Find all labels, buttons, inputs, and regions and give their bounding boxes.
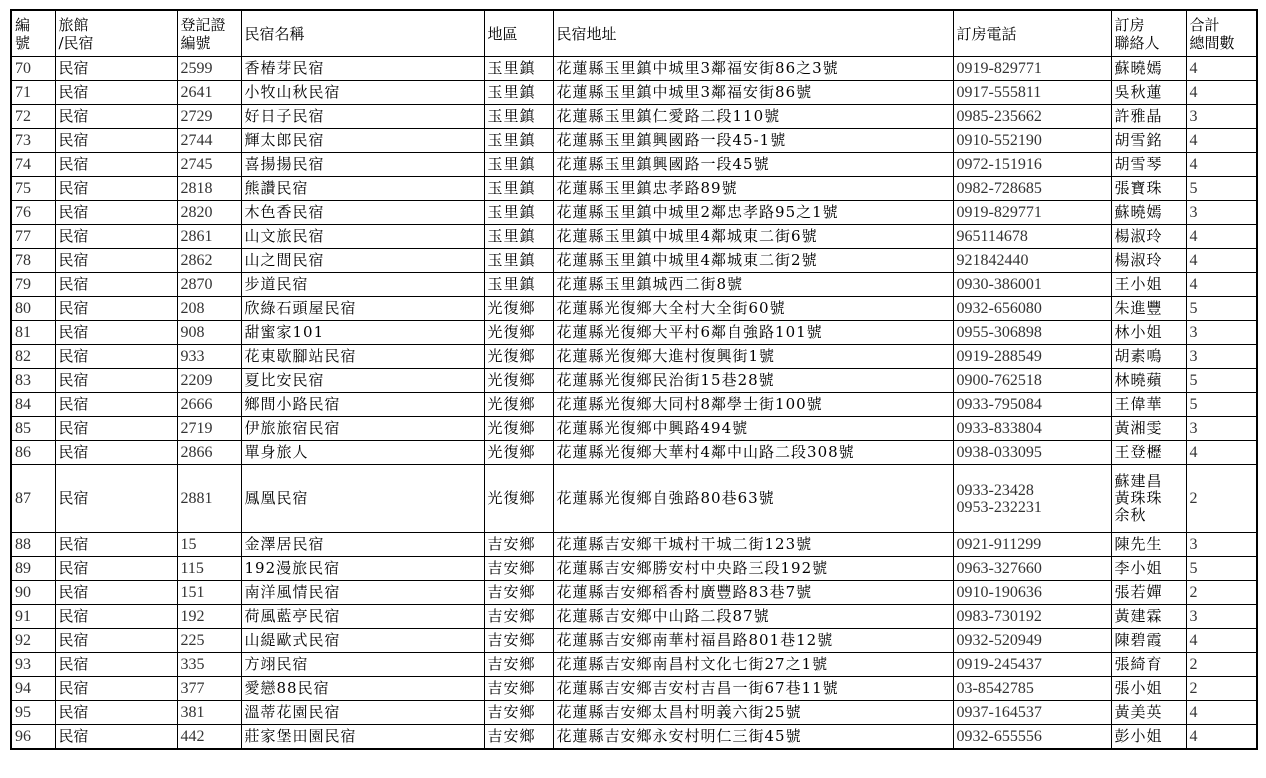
header-region: 地區 — [484, 10, 553, 57]
cell-phone: 0937-164537 — [953, 701, 1111, 725]
cell-address: 花蓮縣光復鄉大進村復興街1號 — [553, 345, 953, 369]
cell-type: 民宿 — [55, 605, 177, 629]
cell-name: 愛戀88民宿 — [241, 677, 484, 701]
cell-contact: 王偉華 — [1111, 393, 1186, 417]
cell-id: 89 — [11, 557, 55, 581]
table-row — [11, 581, 1257, 605]
cell-contact: 胡素鳴 — [1111, 345, 1186, 369]
cell-region: 光復鄉 — [484, 393, 553, 417]
table-row — [11, 653, 1257, 677]
cell-rooms: 5 — [1186, 557, 1257, 581]
cell-region: 光復鄉 — [484, 321, 553, 345]
cell-name: 步道民宿 — [241, 273, 484, 297]
cell-phone: 0932-520949 — [953, 629, 1111, 653]
cell-phone: 0921-911299 — [953, 533, 1111, 557]
header-rooms: 合計 總間數 — [1186, 10, 1257, 57]
cell-contact: 胡雪銘 — [1111, 129, 1186, 153]
cell-region: 玉里鎮 — [484, 81, 553, 105]
cell-region: 吉安鄉 — [484, 701, 553, 725]
cell-id: 86 — [11, 441, 55, 465]
cell-region: 光復鄉 — [484, 297, 553, 321]
cell-id: 93 — [11, 653, 55, 677]
cell-contact: 許雅晶 — [1111, 105, 1186, 129]
cell-type: 民宿 — [55, 369, 177, 393]
cell-name: 好日子民宿 — [241, 105, 484, 129]
cell-type: 民宿 — [55, 441, 177, 465]
cell-license: 2729 — [177, 105, 241, 129]
cell-address: 花蓮縣光復鄉大同村8鄰學士街100號 — [553, 393, 953, 417]
cell-region: 光復鄉 — [484, 465, 553, 533]
table-row — [11, 153, 1257, 177]
cell-name: 莊家堡田園民宿 — [241, 725, 484, 750]
cell-rooms: 3 — [1186, 533, 1257, 557]
cell-region: 光復鄉 — [484, 369, 553, 393]
cell-contact: 張若嬋 — [1111, 581, 1186, 605]
cell-contact: 蘇曉嫣 — [1111, 201, 1186, 225]
cell-type: 民宿 — [55, 153, 177, 177]
cell-id: 88 — [11, 533, 55, 557]
cell-region: 吉安鄉 — [484, 557, 553, 581]
cell-address: 花蓮縣玉里鎮中城里3鄰福安街86之3號 — [553, 57, 953, 81]
cell-type: 民宿 — [55, 225, 177, 249]
cell-rooms: 5 — [1186, 177, 1257, 201]
cell-phone: 0919-288549 — [953, 345, 1111, 369]
cell-phone: 0919-829771 — [953, 57, 1111, 81]
cell-id: 78 — [11, 249, 55, 273]
cell-id: 81 — [11, 321, 55, 345]
cell-phone: 0933-795084 — [953, 393, 1111, 417]
cell-address: 花蓮縣玉里鎮忠孝路89號 — [553, 177, 953, 201]
cell-license: 2870 — [177, 273, 241, 297]
cell-phone: 0910-552190 — [953, 129, 1111, 153]
cell-address: 花蓮縣玉里鎮中城里3鄰福安街86號 — [553, 81, 953, 105]
cell-name: 鄉間小路民宿 — [241, 393, 484, 417]
cell-id: 87 — [11, 465, 55, 533]
cell-region: 玉里鎮 — [484, 177, 553, 201]
cell-id: 84 — [11, 393, 55, 417]
cell-phone: 0930-386001 — [953, 273, 1111, 297]
cell-type: 民宿 — [55, 393, 177, 417]
cell-address: 花蓮縣光復鄉民治街15巷28號 — [553, 369, 953, 393]
cell-contact: 張小姐 — [1111, 677, 1186, 701]
cell-name: 香椿芽民宿 — [241, 57, 484, 81]
cell-contact: 李小姐 — [1111, 557, 1186, 581]
cell-region: 玉里鎮 — [484, 249, 553, 273]
cell-rooms: 5 — [1186, 297, 1257, 321]
cell-rooms: 4 — [1186, 225, 1257, 249]
cell-region: 吉安鄉 — [484, 533, 553, 557]
cell-phone: 0982-728685 — [953, 177, 1111, 201]
cell-rooms: 2 — [1186, 465, 1257, 533]
cell-contact: 林小姐 — [1111, 321, 1186, 345]
cell-name: 夏比安民宿 — [241, 369, 484, 393]
cell-phone: 0983-730192 — [953, 605, 1111, 629]
table-row — [11, 57, 1257, 81]
cell-rooms: 2 — [1186, 653, 1257, 677]
cell-id: 70 — [11, 57, 55, 81]
header-license: 登記證 編號 — [177, 10, 241, 57]
cell-contact: 彭小姐 — [1111, 725, 1186, 750]
cell-type: 民宿 — [55, 249, 177, 273]
cell-address: 花蓮縣吉安鄉干城村干城二街123號 — [553, 533, 953, 557]
table-row — [11, 321, 1257, 345]
cell-address: 花蓮縣玉里鎮興國路一段45號 — [553, 153, 953, 177]
cell-name: 鳳凰民宿 — [241, 465, 484, 533]
cell-type: 民宿 — [55, 273, 177, 297]
cell-phone: 921842440 — [953, 249, 1111, 273]
cell-rooms: 5 — [1186, 393, 1257, 417]
cell-contact: 楊淑玲 — [1111, 249, 1186, 273]
cell-id: 85 — [11, 417, 55, 441]
table-row — [11, 393, 1257, 417]
cell-region: 玉里鎮 — [484, 273, 553, 297]
cell-rooms: 4 — [1186, 441, 1257, 465]
cell-contact: 王小姐 — [1111, 273, 1186, 297]
cell-contact: 胡雪琴 — [1111, 153, 1186, 177]
table-row — [11, 105, 1257, 129]
cell-license: 2666 — [177, 393, 241, 417]
cell-contact: 吳秋蓮 — [1111, 81, 1186, 105]
table-row — [11, 249, 1257, 273]
cell-license: 2719 — [177, 417, 241, 441]
table-row — [11, 225, 1257, 249]
cell-contact: 王登櫪 — [1111, 441, 1186, 465]
table-row — [11, 533, 1257, 557]
cell-id: 94 — [11, 677, 55, 701]
cell-contact: 蘇曉嫣 — [1111, 57, 1186, 81]
cell-name: 金澤居民宿 — [241, 533, 484, 557]
cell-type: 民宿 — [55, 81, 177, 105]
cell-rooms: 4 — [1186, 701, 1257, 725]
cell-address: 花蓮縣玉里鎮中城里4鄰城東二街6號 — [553, 225, 953, 249]
cell-rooms: 3 — [1186, 105, 1257, 129]
cell-type: 民宿 — [55, 701, 177, 725]
cell-name: 伊旅旅宿民宿 — [241, 417, 484, 441]
cell-license: 377 — [177, 677, 241, 701]
cell-id: 75 — [11, 177, 55, 201]
table-row — [11, 177, 1257, 201]
cell-name: 山緹歐式民宿 — [241, 629, 484, 653]
cell-id: 90 — [11, 581, 55, 605]
cell-name: 南洋風情民宿 — [241, 581, 484, 605]
cell-id: 95 — [11, 701, 55, 725]
cell-region: 吉安鄉 — [484, 725, 553, 750]
header-name: 民宿名稱 — [241, 10, 484, 57]
table-row — [11, 605, 1257, 629]
cell-rooms: 4 — [1186, 249, 1257, 273]
cell-name: 溫蒂花園民宿 — [241, 701, 484, 725]
cell-phone: 0919-829771 — [953, 201, 1111, 225]
table-row — [11, 81, 1257, 105]
cell-id: 83 — [11, 369, 55, 393]
cell-address: 花蓮縣玉里鎮仁愛路二段110號 — [553, 105, 953, 129]
cell-type: 民宿 — [55, 533, 177, 557]
cell-address: 花蓮縣玉里鎮中城里4鄰城東二街2號 — [553, 249, 953, 273]
cell-address: 花蓮縣吉安鄉中山路二段87號 — [553, 605, 953, 629]
table-row — [11, 629, 1257, 653]
cell-name: 山文旅民宿 — [241, 225, 484, 249]
cell-name: 荷風藍亭民宿 — [241, 605, 484, 629]
cell-rooms: 2 — [1186, 677, 1257, 701]
table-row — [11, 725, 1257, 750]
cell-address: 花蓮縣吉安鄉吉安村吉昌一街67巷11號 — [553, 677, 953, 701]
spreadsheet — [10, 9, 1256, 768]
cell-region: 吉安鄉 — [484, 653, 553, 677]
header-row — [11, 10, 1257, 57]
cell-phone: 0932-655556 — [953, 725, 1111, 750]
cell-phone: 0933-833804 — [953, 417, 1111, 441]
cell-license: 335 — [177, 653, 241, 677]
cell-type: 民宿 — [55, 129, 177, 153]
cell-phone: 0917-555811 — [953, 81, 1111, 105]
cell-license: 2744 — [177, 129, 241, 153]
cell-rooms: 4 — [1186, 57, 1257, 81]
cell-type: 民宿 — [55, 57, 177, 81]
cell-rooms: 3 — [1186, 345, 1257, 369]
cell-address: 花蓮縣吉安鄉太昌村明義六街25號 — [553, 701, 953, 725]
cell-license: 208 — [177, 297, 241, 321]
cell-name: 欣綠石頭屋民宿 — [241, 297, 484, 321]
cell-region: 光復鄉 — [484, 441, 553, 465]
cell-name: 木色香民宿 — [241, 201, 484, 225]
header-id: 編 號 — [11, 10, 55, 57]
cell-license: 2820 — [177, 201, 241, 225]
header-address: 民宿地址 — [553, 10, 953, 57]
cell-address: 花蓮縣吉安鄉南昌村文化七街27之1號 — [553, 653, 953, 677]
cell-region: 玉里鎮 — [484, 129, 553, 153]
cell-id: 71 — [11, 81, 55, 105]
cell-name: 單身旅人 — [241, 441, 484, 465]
cell-contact: 蘇建昌 黃珠珠 余秋 — [1111, 465, 1186, 533]
cell-license: 2818 — [177, 177, 241, 201]
cell-phone: 0900-762518 — [953, 369, 1111, 393]
cell-license: 192 — [177, 605, 241, 629]
cell-license: 381 — [177, 701, 241, 725]
cell-name: 輝太郎民宿 — [241, 129, 484, 153]
cell-type: 民宿 — [55, 417, 177, 441]
cell-license: 2745 — [177, 153, 241, 177]
cell-region: 玉里鎮 — [484, 153, 553, 177]
cell-rooms: 5 — [1186, 369, 1257, 393]
cell-phone: 0933-23428 0953-232231 — [953, 465, 1111, 533]
cell-name: 熊讚民宿 — [241, 177, 484, 201]
cell-rooms: 3 — [1186, 201, 1257, 225]
cell-license: 908 — [177, 321, 241, 345]
cell-address: 花蓮縣光復鄉大華村4鄰中山路二段308號 — [553, 441, 953, 465]
cell-license: 442 — [177, 725, 241, 750]
cell-license: 2862 — [177, 249, 241, 273]
table-row — [11, 557, 1257, 581]
cell-address: 花蓮縣光復鄉大平村6鄰自強路101號 — [553, 321, 953, 345]
cell-rooms: 3 — [1186, 605, 1257, 629]
cell-type: 民宿 — [55, 105, 177, 129]
cell-type: 民宿 — [55, 321, 177, 345]
cell-name: 山之間民宿 — [241, 249, 484, 273]
header-phone: 訂房電話 — [953, 10, 1111, 57]
cell-rooms: 3 — [1186, 321, 1257, 345]
cell-phone: 0910-190636 — [953, 581, 1111, 605]
cell-license: 2209 — [177, 369, 241, 393]
cell-phone: 0919-245437 — [953, 653, 1111, 677]
cell-phone: 0932-656080 — [953, 297, 1111, 321]
cell-license: 2866 — [177, 441, 241, 465]
cell-rooms: 4 — [1186, 725, 1257, 750]
cell-id: 80 — [11, 297, 55, 321]
cell-rooms: 4 — [1186, 153, 1257, 177]
cell-phone: 0972-151916 — [953, 153, 1111, 177]
cell-address: 花蓮縣吉安鄉勝安村中央路三段192號 — [553, 557, 953, 581]
table-row — [11, 129, 1257, 153]
cell-region: 吉安鄉 — [484, 605, 553, 629]
cell-id: 79 — [11, 273, 55, 297]
cell-license: 151 — [177, 581, 241, 605]
cell-id: 82 — [11, 345, 55, 369]
cell-contact: 陳碧霞 — [1111, 629, 1186, 653]
header-contact: 訂房 聯絡人 — [1111, 10, 1186, 57]
cell-license: 15 — [177, 533, 241, 557]
cell-id: 96 — [11, 725, 55, 750]
table-row — [11, 417, 1257, 441]
cell-license: 2641 — [177, 81, 241, 105]
cell-address: 花蓮縣光復鄉大全村大全街60號 — [553, 297, 953, 321]
cell-id: 73 — [11, 129, 55, 153]
cell-name: 小牧山秋民宿 — [241, 81, 484, 105]
cell-id: 77 — [11, 225, 55, 249]
cell-id: 76 — [11, 201, 55, 225]
cell-region: 玉里鎮 — [484, 201, 553, 225]
header-type: 旅館 /民宿 — [55, 10, 177, 57]
cell-type: 民宿 — [55, 677, 177, 701]
cell-contact: 林曉蘋 — [1111, 369, 1186, 393]
cell-phone: 0963-327660 — [953, 557, 1111, 581]
cell-region: 吉安鄉 — [484, 581, 553, 605]
cell-phone: 0938-033095 — [953, 441, 1111, 465]
table-row — [11, 677, 1257, 701]
cell-rooms: 4 — [1186, 81, 1257, 105]
cell-contact: 張綺育 — [1111, 653, 1186, 677]
cell-license: 933 — [177, 345, 241, 369]
cell-region: 吉安鄉 — [484, 629, 553, 653]
cell-rooms: 3 — [1186, 417, 1257, 441]
cell-region: 光復鄉 — [484, 345, 553, 369]
cell-type: 民宿 — [55, 629, 177, 653]
cell-license: 115 — [177, 557, 241, 581]
cell-contact: 黃湘雯 — [1111, 417, 1186, 441]
table-row — [11, 369, 1257, 393]
cell-id: 74 — [11, 153, 55, 177]
bnb-table — [10, 9, 1258, 750]
table-row — [11, 297, 1257, 321]
cell-region: 吉安鄉 — [484, 677, 553, 701]
cell-name: 花東歇腳站民宿 — [241, 345, 484, 369]
table-body — [11, 57, 1257, 750]
cell-phone: 0955-306898 — [953, 321, 1111, 345]
cell-license: 2881 — [177, 465, 241, 533]
cell-address: 花蓮縣吉安鄉永安村明仁三街45號 — [553, 725, 953, 750]
cell-name: 喜揚揚民宿 — [241, 153, 484, 177]
cell-id: 92 — [11, 629, 55, 653]
cell-license: 2599 — [177, 57, 241, 81]
cell-region: 玉里鎮 — [484, 105, 553, 129]
cell-id: 72 — [11, 105, 55, 129]
cell-type: 民宿 — [55, 177, 177, 201]
cell-address: 花蓮縣吉安鄉南華村福昌路801巷12號 — [553, 629, 953, 653]
cell-name: 192漫旅民宿 — [241, 557, 484, 581]
table-row — [11, 465, 1257, 533]
cell-address: 花蓮縣玉里鎮城西二街8號 — [553, 273, 953, 297]
cell-region: 光復鄉 — [484, 417, 553, 441]
cell-type: 民宿 — [55, 297, 177, 321]
cell-region: 玉里鎮 — [484, 57, 553, 81]
table-row — [11, 273, 1257, 297]
cell-id: 91 — [11, 605, 55, 629]
cell-rooms: 4 — [1186, 129, 1257, 153]
cell-address: 花蓮縣光復鄉自強路80巷63號 — [553, 465, 953, 533]
cell-contact: 陳先生 — [1111, 533, 1186, 557]
cell-address: 花蓮縣玉里鎮興國路一段45-1號 — [553, 129, 953, 153]
cell-contact: 張寶珠 — [1111, 177, 1186, 201]
cell-address: 花蓮縣吉安鄉稻香村廣豐路83巷7號 — [553, 581, 953, 605]
table-row — [11, 441, 1257, 465]
cell-contact: 黃建霖 — [1111, 605, 1186, 629]
cell-phone: 965114678 — [953, 225, 1111, 249]
cell-contact: 楊淑玲 — [1111, 225, 1186, 249]
cell-type: 民宿 — [55, 465, 177, 533]
cell-type: 民宿 — [55, 201, 177, 225]
cell-contact: 黃美英 — [1111, 701, 1186, 725]
cell-type: 民宿 — [55, 345, 177, 369]
cell-rooms: 4 — [1186, 273, 1257, 297]
table-row — [11, 701, 1257, 725]
cell-type: 民宿 — [55, 653, 177, 677]
cell-name: 甜蜜家101 — [241, 321, 484, 345]
cell-type: 民宿 — [55, 557, 177, 581]
cell-region: 玉里鎮 — [484, 225, 553, 249]
cell-phone: 0985-235662 — [953, 105, 1111, 129]
cell-contact: 朱進豐 — [1111, 297, 1186, 321]
table-row — [11, 201, 1257, 225]
cell-address: 花蓮縣光復鄉中興路494號 — [553, 417, 953, 441]
cell-rooms: 4 — [1186, 629, 1257, 653]
cell-license: 2861 — [177, 225, 241, 249]
cell-type: 民宿 — [55, 725, 177, 750]
cell-name: 方翊民宿 — [241, 653, 484, 677]
cell-phone: 03-8542785 — [953, 677, 1111, 701]
table-row — [11, 345, 1257, 369]
cell-rooms: 2 — [1186, 581, 1257, 605]
cell-type: 民宿 — [55, 581, 177, 605]
cell-license: 225 — [177, 629, 241, 653]
cell-address: 花蓮縣玉里鎮中城里2鄰忠孝路95之1號 — [553, 201, 953, 225]
